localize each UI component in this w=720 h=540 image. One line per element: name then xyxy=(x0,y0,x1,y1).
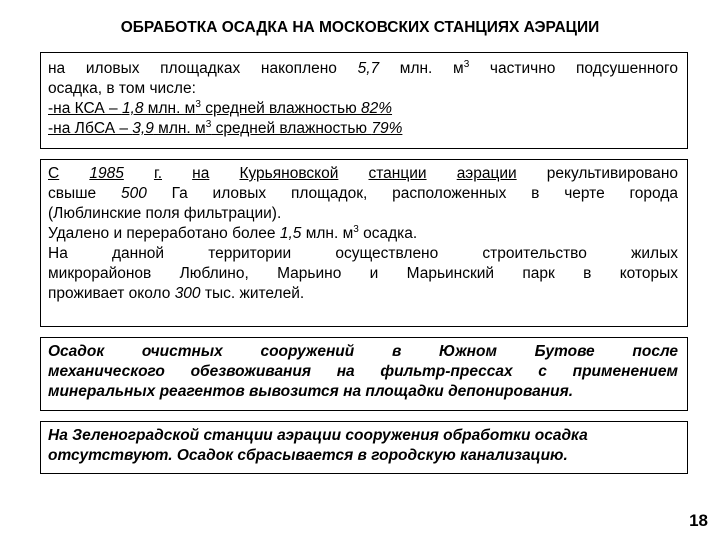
text-line: микрорайонов Люблино, Марьино и Марьинский парк в которых xyxy=(48,265,678,282)
paragraph-zelenograd xyxy=(48,426,678,466)
text-line: (Люблинские поля фильтрации). xyxy=(48,205,282,222)
slide-title: ОБРАБОТКА ОСАДКА НА МОСКОВСКИХ СТАНЦИЯХ АЭРАЦИИ xyxy=(120,19,600,36)
text-line: Осадок очистных сооружений в Южном Бутове после xyxy=(48,343,678,360)
text-line: На Зеленоградской станции аэрации сооружения обработки осадка xyxy=(48,427,588,444)
text-line: Удалено и переработано более 1,5 млн. $м^3$ осадка. xyxy=(48,224,418,242)
text-line: минеральных реагентов вывозится на площадки депонирования. xyxy=(48,383,574,400)
text-line: на иловых площадках накоплено 5,7 млн. $м^3$ частично подсушенного xyxy=(48,59,678,77)
page-number: 18 xyxy=(689,511,708,530)
text-line: механического обезвоживания на фильтр-прессах с применением xyxy=(48,363,678,380)
paragraph-south-butovo xyxy=(48,342,678,402)
paragraph-sludge-accumulated xyxy=(48,59,678,139)
text-line: отсутствуют. Осадок сбрасывается в городскую канализацию. xyxy=(48,447,568,464)
text-line: осадка, в том числе: xyxy=(48,80,196,97)
paragraph-recultivation xyxy=(48,164,678,304)
text-line: С 1985 г. на Курьяновской станции аэрации рекультивировано xyxy=(48,165,679,182)
text-line: -на ЛбСА – 3,9 млн. $м^3$ средней влажностью 79% xyxy=(48,119,403,137)
text-line: проживает около 300 тыс. жителей. xyxy=(48,285,305,302)
text-line: На данной территории осуществлено строительство жилых xyxy=(48,245,678,262)
text-line: свыше 500 Га иловых площадок, расположенных в черте города xyxy=(48,185,678,202)
text-line: -на КСА – 1,8 млн. $м^3$ средней влажностью 82% xyxy=(48,99,393,117)
